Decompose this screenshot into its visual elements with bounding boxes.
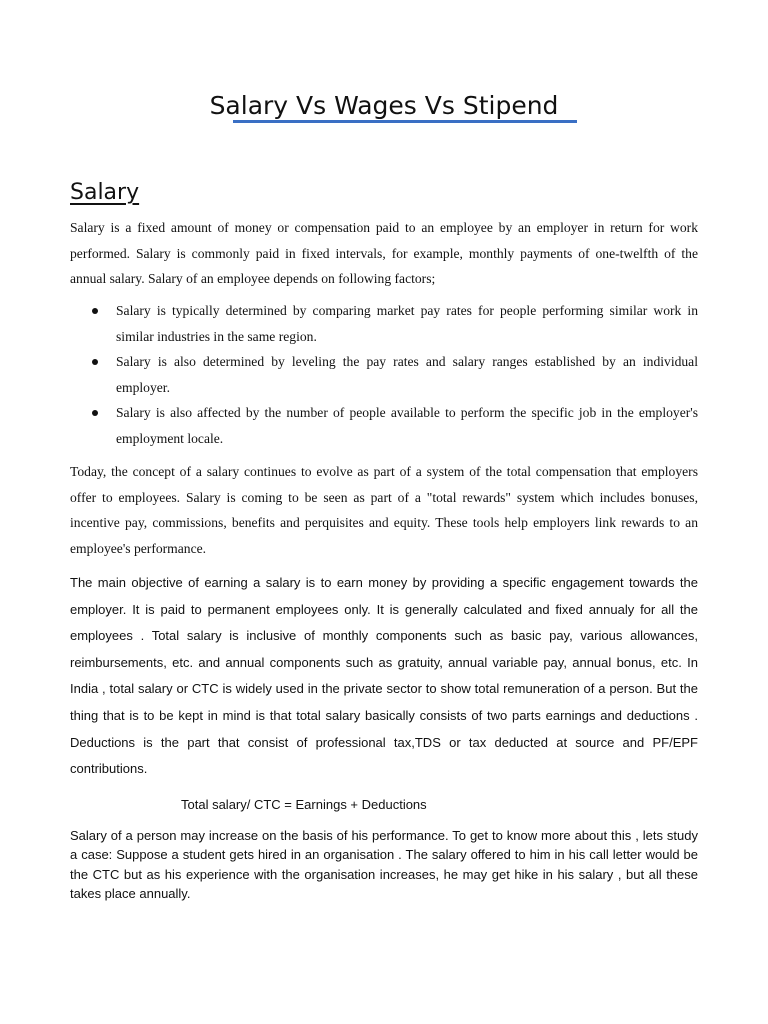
section-heading-salary: Salary <box>70 180 140 205</box>
list-item-text: Salary is typically determined by comparing market pay rates for people performing similar work in similar industries in the same region. <box>116 303 698 344</box>
intro-paragraph: Salary is a fixed amount of money or compensation paid to an employee by an employer in return for work performed. Salary is commonly paid in fixed intervals, for example, monthly payments of one-twelfth of the annual salary. Salary of an employee depends on following factors; <box>70 220 698 286</box>
list-item <box>70 349 698 400</box>
list-item-text: Salary is also affected by the number of people available to perform the specific job in the employer's employment locale. <box>116 405 698 446</box>
salary-factors-list <box>70 298 698 451</box>
document-page <box>70 0 698 1024</box>
list-item <box>70 400 698 451</box>
bullet-icon <box>92 410 98 416</box>
document-title: Salary Vs Wages Vs Stipend <box>209 91 559 120</box>
case-paragraph: Salary of a person may increase on the basis of his performance. To get to know more about this , lets study a case: Suppose a student gets hired in an organisation . The salary offered to him in his call letter would be the CTC but as his experience with the organisation increases, he may get hike in his salary , but all these takes place annually. <box>70 828 698 901</box>
objective-paragraph: The main objective of earning a salary is to earn money by providing a specific engagement towards the employer. It is paid to permanent employees only. It is generally calculated and fixed annualy for all the employees . Total salary is inclusive of monthly components such as basic pay, various allowances, reimbursements, etc. and annual components such as gratuity, annual variable pay, annual bonus, etc. In India , total salary or CTC is widely used in the private sector to show total remuneration of a person. But the thing that is to be kept in mind is that total salary basically consists of two parts earnings and deductions . Deductions is the part that consist of professional tax,TDS or tax deducted at source and PF/EPF contributions. <box>70 575 698 777</box>
list-item-text: Salary is also determined by leveling the pay rates and salary ranges established by an individual employer. <box>116 354 698 395</box>
bullet-icon <box>92 359 98 365</box>
bullet-icon <box>92 308 98 314</box>
title-underline <box>233 120 577 123</box>
ctc-formula: Total salary/ CTC = Earnings + Deductions <box>181 797 427 812</box>
today-paragraph: Today, the concept of a salary continues to evolve as part of a system of the total compensation that employers offer to employees. Salary is coming to be seen as part of a "total rewards" system which includes bonuses, incentive pay, commissions, benefits and perquisites and equity. These tools help employers link rewards to an employee's performance. <box>70 464 698 556</box>
list-item <box>70 298 698 349</box>
